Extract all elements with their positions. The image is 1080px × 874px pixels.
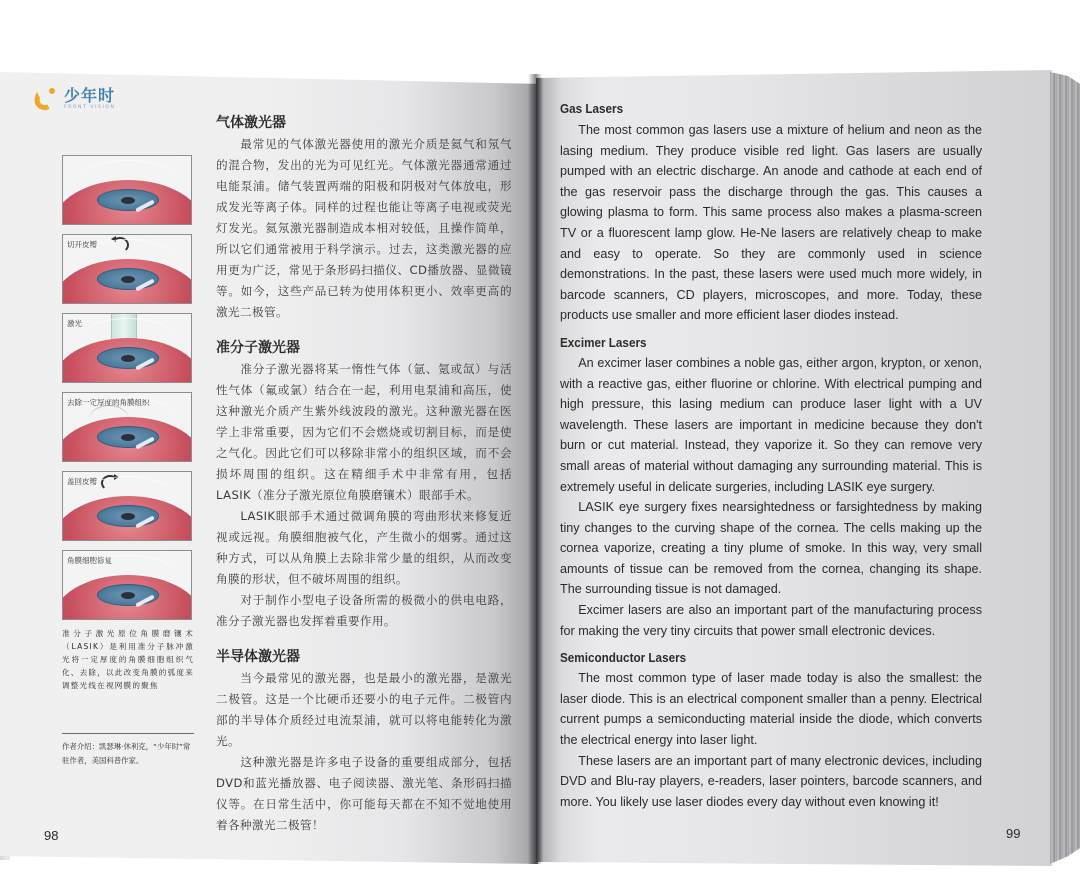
section-heading: 半导体激光器 xyxy=(216,649,300,665)
paragraph: 最常见的气体激光器使用的激光介质是氦气和氖气的混合物，发出的光为可见红光。气体激光器通常通过电能泵浦。储气装置两端的阳极和阴极对气体放电，形成发光等离子体。同样的过程也能让等离子电视或荧光灯发光。氦氖激光器制造成本相对较低，且操作简单，所以它们通常被用于科学演示。过去，这类激光器的应用更为广泛，常见于条形码扫描仪、CD播放器、显微镜等。如今，这些产品已转为使用体积更小、效率更高的激光二极管。 xyxy=(216,137,512,319)
section-heading: Semiconductor Lasers xyxy=(560,650,687,666)
section-excimer-lasers-cn xyxy=(216,337,512,632)
paragraph: 对于制作小型电子设备所需的极微小的供电电路，准分子激光器也发挥着重要作用。 xyxy=(216,593,512,628)
paragraph: The most common type of laser made today is also the smallest: the laser diode. This is an electrical component smaller than a penny. Electrical current pumps a semiconducting material inside the diode, which converts the electrical energy into laser light. xyxy=(560,671,982,748)
page-number-left: 98 xyxy=(44,828,59,843)
section-semiconductor-lasers-en xyxy=(560,648,982,812)
figure-caption: 盖回皮瓣 xyxy=(67,477,97,486)
page-number-right: 99 xyxy=(1006,826,1021,841)
logo-name-en: FRONT VISION xyxy=(64,105,116,110)
paragraph: LASIK眼部手术通过微调角膜的弯曲形状来修复近视或远视。角膜细胞被气化，产生微小的烟雾。通过这种方式，可以从角膜上去除非常少量的组织，从而改变角膜的形状，但不破坏周围的组织。 xyxy=(216,509,512,586)
page-stack-edge xyxy=(1050,72,1080,864)
figure-step-2 xyxy=(62,234,192,304)
figure-step-6 xyxy=(62,550,192,620)
figure-caption: 切开皮瓣 xyxy=(67,240,97,249)
figure-step-4 xyxy=(62,392,192,462)
figure-step-3 xyxy=(62,313,192,383)
paragraph: 这种激光器是许多电子设备的重要组成部分，包括DVD和蓝光播放器、电子阅读器、激光笔、条形码扫描仪等。在日常生活中，你可能每天都在不知不觉地使用着各种激光二极管！ xyxy=(216,755,512,832)
logo-name-cn: 少年时 xyxy=(64,86,116,105)
section-heading: Gas Lasers xyxy=(560,101,624,116)
lasik-figure-column xyxy=(62,155,192,629)
paragraph: 准分子激光器将某一惰性气体（氩、氪或氙）与活性气体（氟或氯）结合在一起，利用电泵浦和高压，使这种激光介质产生紫外线波段的激光。这种激光器在医学上非常重要，因为它们不会燃烧或切割目标，而是使之气化。因此它们可以移除非常小的组织区域，而不会损坏周围的组织。这在精细手术中非常有用，包括LASIK（准分子激光原位角膜磨镶术）眼部手术。 xyxy=(216,362,512,502)
paragraph: Excimer lasers are also an important part of the manufacturing process for making the very tiny circuits that power small electronic devices. xyxy=(560,603,982,638)
section-semiconductor-lasers-cn xyxy=(216,646,512,836)
section-gas-lasers-en xyxy=(560,99,982,326)
paragraph: An excimer laser combines a noble gas, either argon, krypton, or xenon, with a reactive gas, either fluorine or chlorine. With electrical pumping and high pressure, this lasing medium can produce laser light with a UV wavelength. These lasers are important in medicine because they don't burn or cut material. Instead, they vaporize it. So they can remove very small areas of material without damaging any surrounding material. This is extremely useful in delicate surgeries, including LASIK eye surgery. xyxy=(560,355,982,494)
figure-caption: 激光 xyxy=(67,319,82,328)
paragraph: LASIK eye surgery fixes nearsightedness or farsightedness by making tiny changes to the curving shape of the cornea. The cells making up the cornea vaporize, creating a tiny plume of smoke. In this way, very small amounts of tissue can be removed from the cornea, changing its shape. The surrounding tissue is not damaged. xyxy=(560,500,982,597)
paragraph: These lasers are an important part of many electronic devices, including DVD and Blu-ray players, e-readers, laser pointers, barcode scanners, and more. You likely use laser diodes every day without even knowing it! xyxy=(560,753,982,809)
section-heading: Excimer Lasers xyxy=(560,334,647,350)
figure-description: 准分子激光原位角膜磨镶术（LASIK）是利用准分子脉冲激光将一定厚度的角膜细胞组织气化、去除，以此改变角膜的弧度来调整光线在视网膜的聚焦 xyxy=(62,629,194,690)
figure-caption: 去除一定厚度的角膜组织 xyxy=(67,398,150,407)
section-excimer-lasers-en xyxy=(560,333,982,641)
author-note: 作者介绍：凯瑟琳·休利克，“少年时”常驻作者，美国科普作家。 xyxy=(62,742,191,765)
publisher-logo xyxy=(34,88,116,110)
section-heading: 准分子激光器 xyxy=(216,340,300,356)
book-gutter xyxy=(528,74,542,864)
english-article xyxy=(560,99,982,812)
section-heading: 气体激光器 xyxy=(216,115,286,131)
chinese-article xyxy=(216,112,512,836)
figure-caption: 角膜细胞修复 xyxy=(67,556,112,565)
figure-step-5 xyxy=(62,471,192,541)
logo-mark-icon xyxy=(34,88,60,110)
figure-step-1 xyxy=(62,155,192,225)
paragraph: The most common gas lasers use a mixture of helium and neon as the lasing medium. They produce visible red light. Gas lasers are usually pumped with an electric discharge. An anode and cathode at each end of the gas reservoir pass the discharge through the gas. This causes a glowing plasma to form. This same process also makes a plasma-screen TV or a fluorescent lamp glow. He-Ne lasers are relatively cheap to make and easy to operate. So they are commonly used in science demonstrations. In the past, these lasers were used much more widely, in barcode scanners, CD players, microscopes, and more. Today, these products use smaller and more efficient laser diodes instead. xyxy=(560,123,982,323)
paragraph: 当今最常见的激光器，也是最小的激光器，是激光二极管。这是一个比硬币还要小的电子元件。二极管内部的半导体介质经过电流泵浦，就可以将电能转化为激光。 xyxy=(216,671,512,748)
section-gas-lasers-cn xyxy=(216,112,512,323)
divider xyxy=(62,733,194,734)
